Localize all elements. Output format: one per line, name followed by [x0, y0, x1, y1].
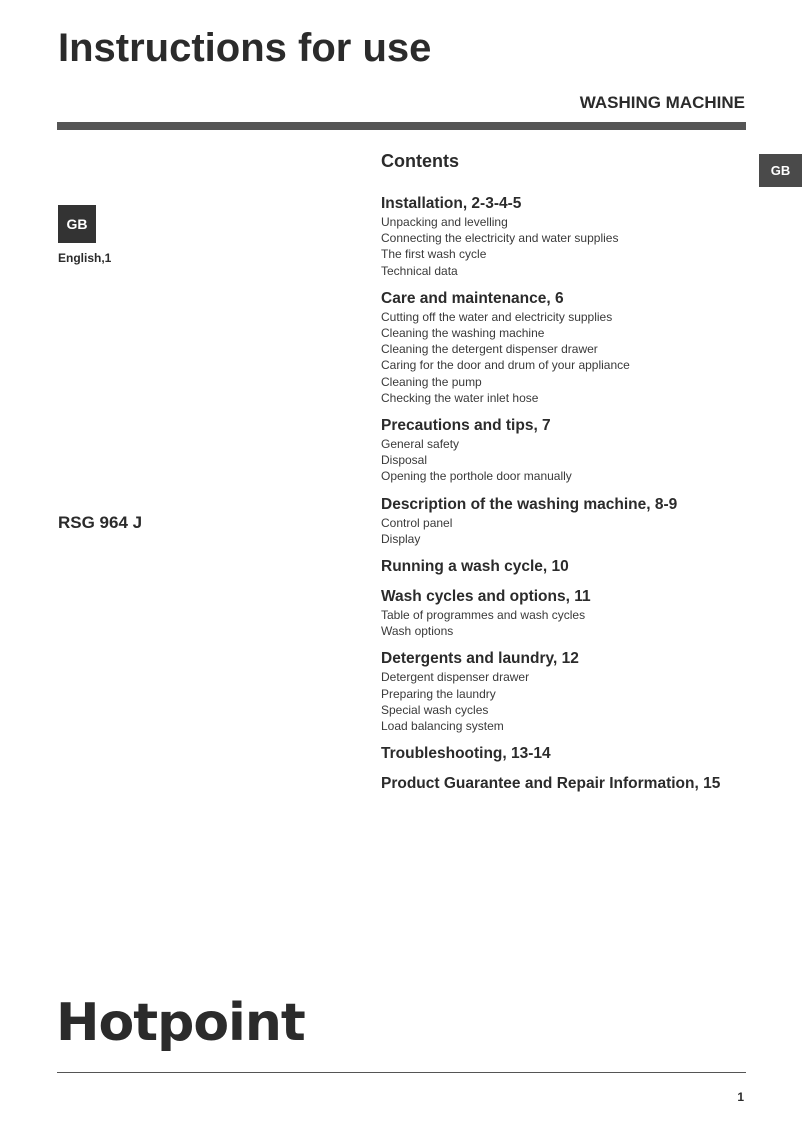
page-number: 1	[737, 1090, 744, 1104]
toc-item[interactable]: Technical data	[381, 263, 458, 278]
toc-item[interactable]: General safety	[381, 437, 460, 452]
model-number: RSG 964 J	[58, 513, 143, 532]
toc-item[interactable]: Detergent dispenser drawer	[381, 670, 530, 685]
table-of-contents	[381, 150, 781, 804]
language-link[interactable]: English,1	[58, 251, 112, 265]
toc-item[interactable]: Cleaning the washing machine	[381, 326, 545, 341]
side-language-tab: GB	[759, 154, 802, 187]
contents-heading: Contents	[381, 151, 459, 171]
toc-item[interactable]: Cleaning the pump	[381, 374, 482, 389]
toc-section-title[interactable]: Description of the washing machine, 8-9	[381, 495, 678, 513]
footer-divider	[57, 1072, 746, 1073]
toc-item[interactable]: Table of programmes and wash cycles	[381, 608, 586, 623]
toc-item[interactable]: Cleaning the detergent dispenser drawer	[381, 342, 598, 357]
brand-logo-text: Hotpoint	[56, 993, 305, 1053]
toc-section-title[interactable]: Troubleshooting, 13-14	[381, 745, 551, 763]
brand-logo	[56, 990, 316, 1065]
toc-item-list	[381, 669, 781, 734]
toc-section	[381, 194, 781, 279]
toc-item-list	[381, 309, 781, 406]
toc-section-title[interactable]: Wash cycles and options, 11	[381, 588, 591, 606]
toc-item[interactable]: Load balancing system	[381, 719, 504, 734]
toc-section	[381, 774, 781, 794]
toc-item[interactable]: Connecting the electricity and water supplies	[381, 231, 619, 246]
toc-section-title[interactable]: Running a wash cycle, 10	[381, 558, 569, 576]
toc-section	[381, 557, 781, 577]
toc-item[interactable]: The first wash cycle	[381, 247, 487, 262]
language-code-badge: GB	[58, 205, 96, 243]
toc-item-list	[381, 515, 781, 547]
toc-item[interactable]: Control panel	[381, 515, 453, 530]
toc-item[interactable]: Checking the water inlet hose	[381, 390, 539, 405]
hotpoint-logo-icon	[56, 990, 316, 1060]
toc-item[interactable]: Unpacking and levelling	[381, 215, 508, 229]
toc-item[interactable]: Opening the porthole door manually	[381, 469, 572, 484]
toc-item[interactable]: Caring for the door and drum of your appliance	[381, 358, 630, 373]
toc-item[interactable]: Cutting off the water and electricity supplies	[381, 309, 613, 324]
document-subtitle: WASHING MACHINE	[579, 93, 745, 112]
toc-item[interactable]: Preparing the laundry	[381, 686, 496, 701]
toc-item[interactable]: Wash options	[381, 624, 454, 639]
toc-section	[381, 744, 781, 764]
toc-item[interactable]: Disposal	[381, 453, 428, 468]
document-title: Instructions for use	[58, 26, 432, 70]
toc-item-list	[381, 607, 781, 639]
toc-item[interactable]: Special wash cycles	[381, 702, 489, 717]
toc-sections	[381, 194, 781, 794]
toc-item[interactable]: Display	[381, 531, 421, 546]
toc-section-title[interactable]: Precautions and tips, 7	[381, 417, 551, 435]
toc-item-list	[381, 436, 781, 485]
toc-section	[381, 587, 781, 639]
toc-section-title[interactable]: Care and maintenance, 6	[381, 289, 564, 307]
toc-section-title[interactable]: Installation, 2-3-4-5	[381, 195, 522, 212]
toc-section	[381, 649, 781, 734]
toc-section	[381, 289, 781, 406]
toc-section-title[interactable]: Detergents and laundry, 12	[381, 650, 579, 668]
toc-section	[381, 495, 781, 547]
header-divider	[57, 122, 746, 130]
toc-section-title[interactable]: Product Guarantee and Repair Information, 15	[381, 775, 721, 793]
toc-item-list	[381, 214, 781, 279]
toc-section	[381, 416, 781, 485]
